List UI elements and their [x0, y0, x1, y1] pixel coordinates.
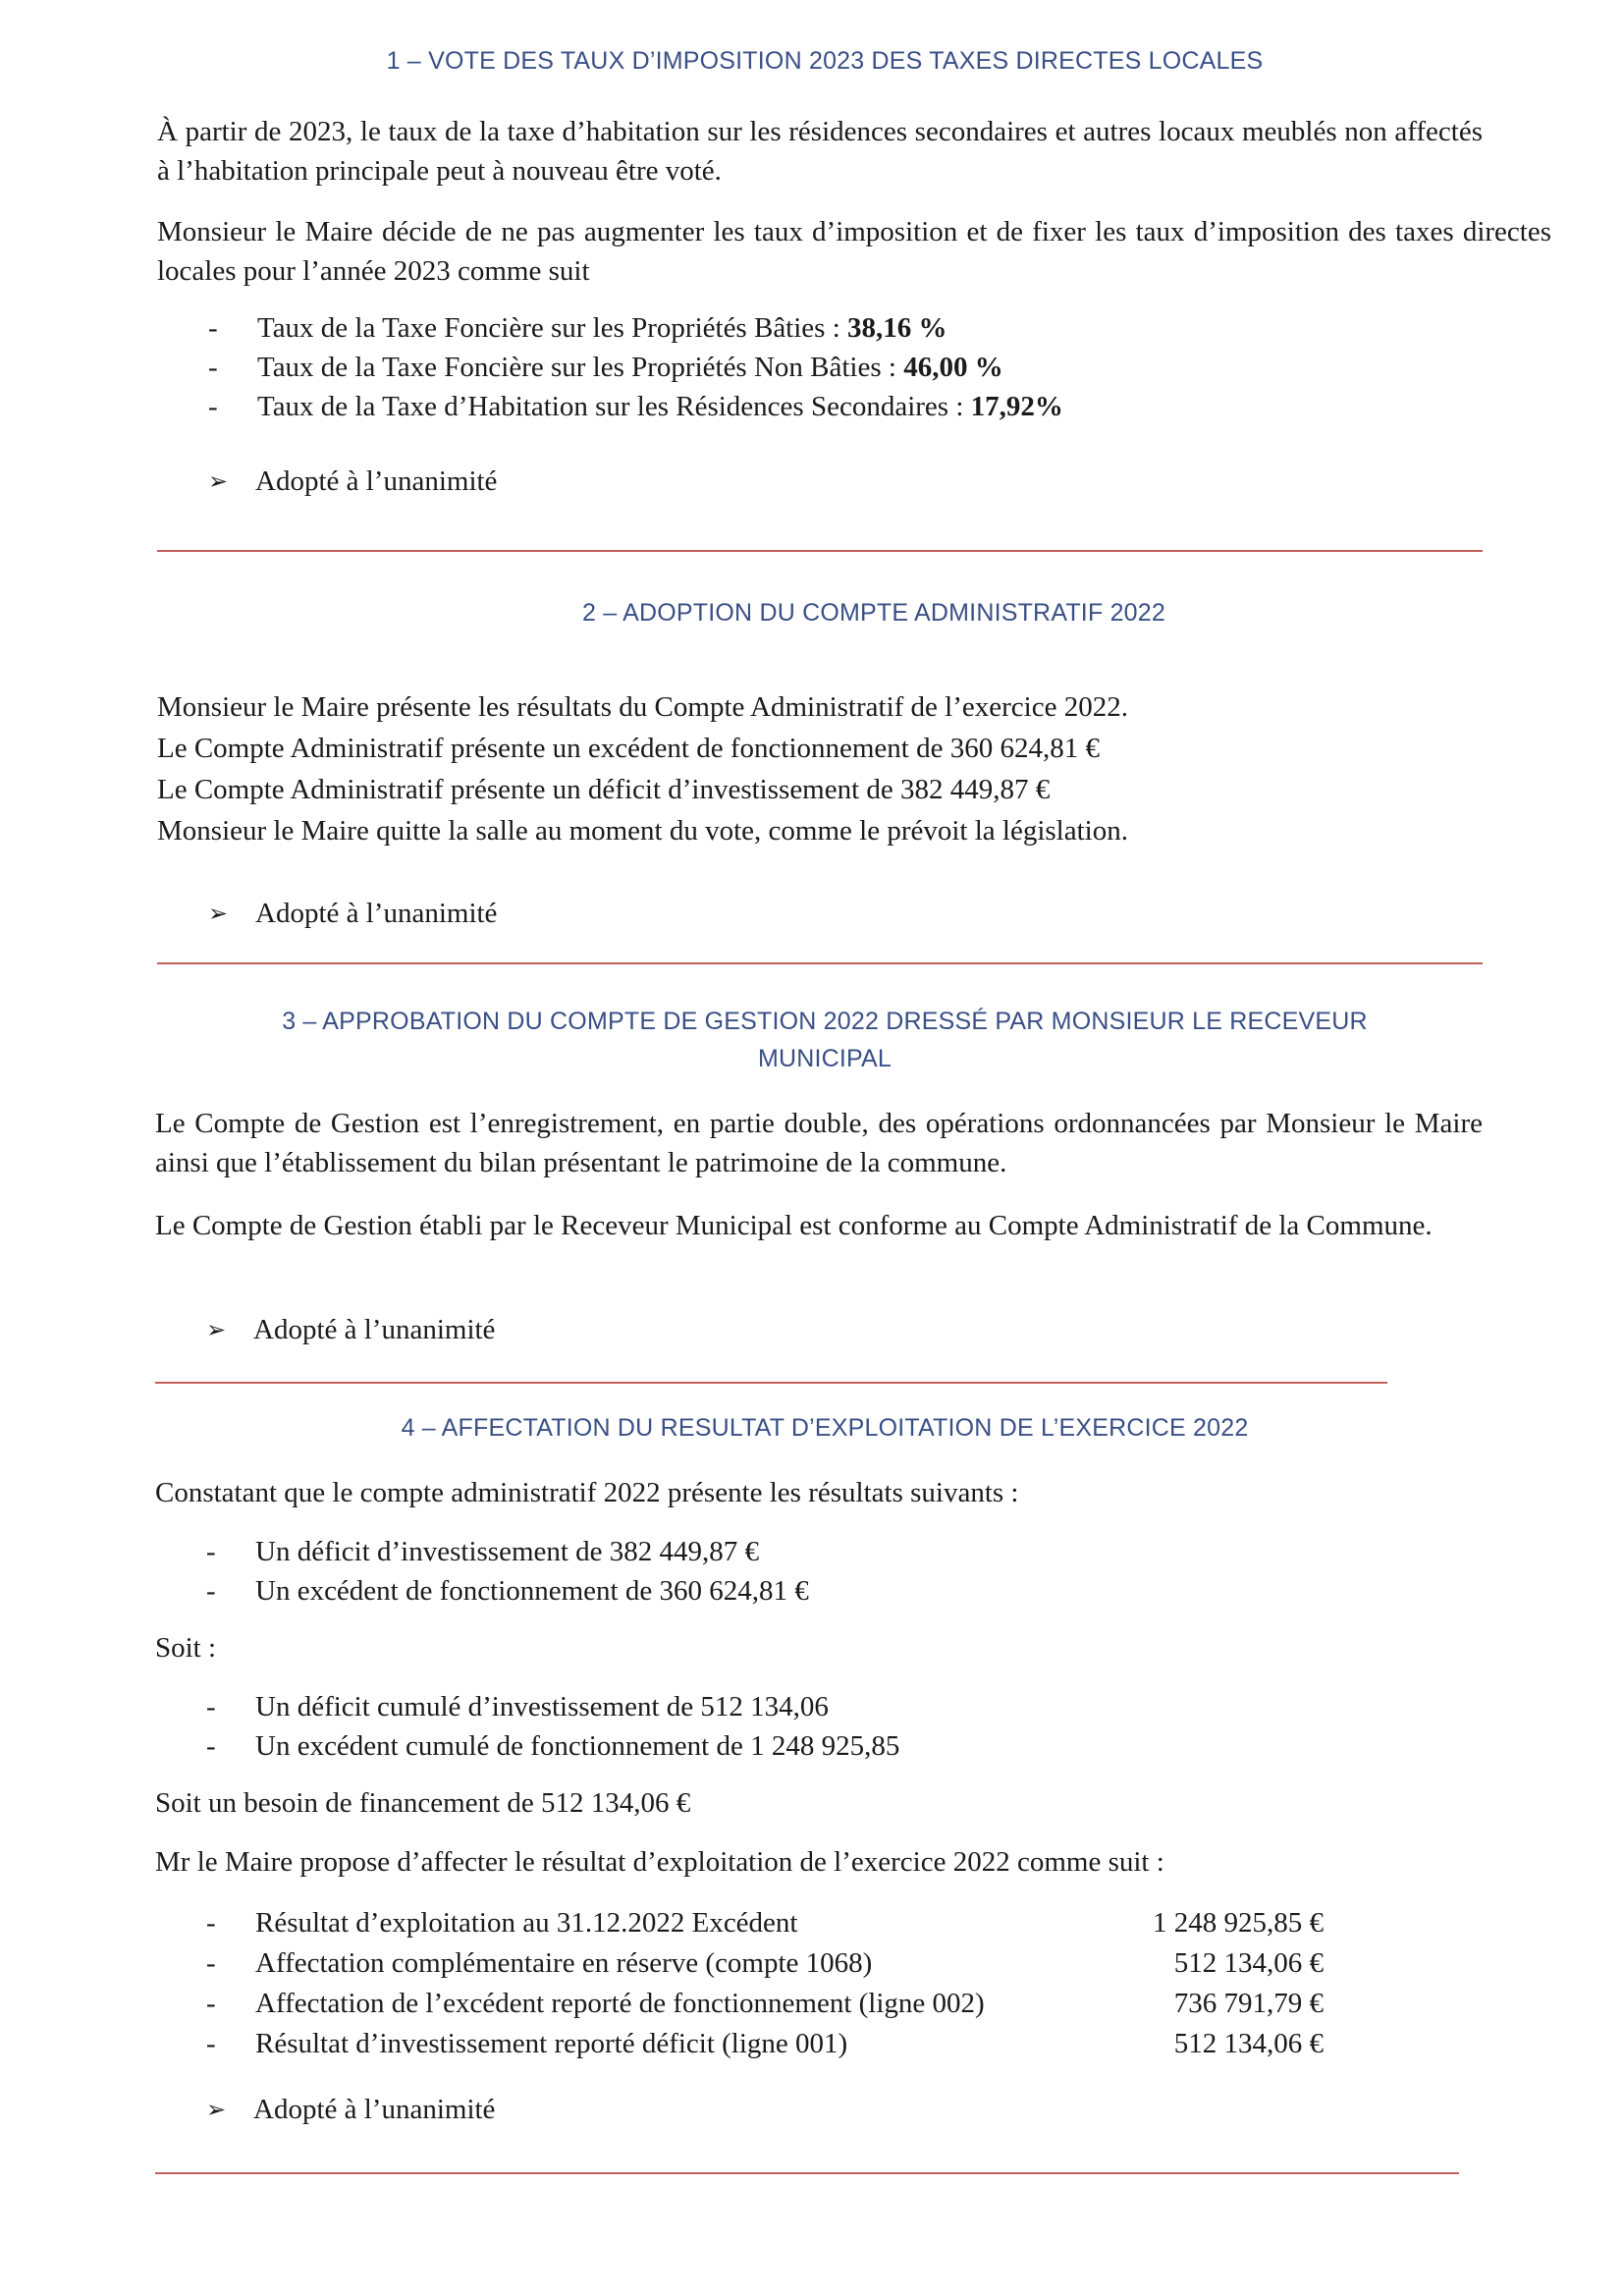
dash-bullet: - — [206, 1536, 216, 1567]
dash-bullet: - — [206, 1691, 216, 1722]
section-divider — [155, 1382, 1387, 1384]
dash-bullet: - — [208, 312, 218, 344]
tax-rate-label: Taux de la Taxe d’Habitation sur les Résidences Secondaires : — [257, 391, 964, 422]
section-3-paragraph-2: Le Compte de Gestion établi par le Receveur Municipal est conforme au Compte Administratif de la Commune. — [155, 1210, 1433, 1241]
tax-rate-value: 17,92% — [970, 391, 1063, 422]
financing-need: Soit un besoin de financement de 512 134,06 € — [155, 1787, 691, 1819]
section-divider — [155, 2172, 1459, 2174]
dash-bullet: - — [208, 391, 218, 422]
section-2-line: Le Compte Administratif présente un excédent de fonctionnement de 360 624,81 € — [157, 733, 1100, 764]
arrow-bullet-icon: ➢ — [206, 2096, 227, 2123]
section-divider — [157, 550, 1483, 552]
section-1-heading: 1 – VOTE DES TAUX D’IMPOSITION 2023 DES TAXES DIRECTES LOCALES — [386, 47, 1264, 75]
tax-rate-value: 38,16 % — [847, 312, 947, 344]
allocation-proposal: Mr le Maire propose d’affecter le résultat d’exploitation de l’exercice 2022 comme suit : — [155, 1846, 1164, 1878]
arrow-bullet-icon: ➢ — [208, 900, 229, 927]
section-1-paragraph-2: Monsieur le Maire décide de ne pas augmenter les taux d’imposition et de fixer les taux d’imposition des taxes directes locales pour l’année 2023 comme suit — [157, 216, 1551, 287]
section-3-heading-line-2: MUNICIPAL — [757, 1045, 893, 1072]
section-4-soit: Soit : — [155, 1632, 217, 1664]
tax-rate-label: Taux de la Taxe Foncière sur les Propriétés Non Bâties : — [257, 352, 896, 383]
arrow-bullet-icon: ➢ — [206, 1316, 227, 1343]
allocation-amount: 512 134,06 € — [1173, 2028, 1324, 2059]
section-4-heading: 4 – AFFECTATION DU RESULTAT D’EXPLOITATION DE L’EXERCICE 2022 — [401, 1414, 1249, 1442]
section-divider — [157, 962, 1483, 964]
allocation-label: Résultat d’exploitation au 31.12.2022 Excédent — [255, 1907, 798, 1939]
section-2-line: Le Compte Administratif présente un déficit d’investissement de 382 449,87 € — [157, 774, 1051, 805]
allocation-amount: 512 134,06 € — [1173, 1947, 1324, 1979]
allocation-label: Résultat d’investissement reporté déficit (ligne 001) — [255, 2028, 848, 2059]
allocation-amount: 736 791,79 € — [1173, 1988, 1324, 2019]
dash-bullet: - — [208, 352, 218, 383]
tax-rate-label: Taux de la Taxe Foncière sur les Propriétés Bâties : — [257, 312, 840, 344]
allocation-amount: 1 248 925,85 € — [1153, 1907, 1324, 1939]
allocation-label: Affectation de l’excédent reporté de fonctionnement (ligne 002) — [255, 1988, 985, 2019]
section-3-paragraph-1: Le Compte de Gestion est l’enregistrement, en partie double, des opérations ordonnancées par Monsieur le Maire ainsi que l’établissement du bilan présentant le patrimoine de la commune. — [155, 1108, 1483, 1178]
dash-bullet: - — [206, 1575, 216, 1607]
dash-bullet: - — [206, 1730, 216, 1762]
section-2-line: Monsieur le Maire présente les résultats du Compte Administratif de l’exercice 2022. — [157, 691, 1128, 723]
tax-rate-value: 46,00 % — [903, 352, 1003, 383]
section-4-intro: Constatant que le compte administratif 2022 présente les résultats suivants : — [155, 1477, 1019, 1508]
allocation-label: Affectation complémentaire en réserve (compte 1068) — [255, 1947, 873, 1979]
dash-bullet: - — [206, 1907, 216, 1939]
dash-bullet: - — [206, 1947, 216, 1979]
section-2-heading: 2 – ADOPTION DU COMPTE ADMINISTRATIF 2022 — [582, 599, 1165, 627]
document-page: 1 – VOTE DES TAUX D’IMPOSITION 2023 DES TAXES DIRECTES LOCALES À partir de 2023, le taux de la taxe d’habitation sur les résidences secondaires et autres locaux meublés non affectés à l’habitation principale peut à nouveau être voté. Monsieur le Maire décide de ne pas augmenter les taux d’imposition et de fixer les taux d’imposition des taxes directes locales pour l’année 2023 comme suit - Taux de la Taxe Foncière sur les Propriétés Bâties : 38,16 % - Taux de la Taxe Foncière sur les Propriétés Non Bâties : 46,00 % - Taux de la Taxe d’Habitation sur les Résidences Secondaires : 17,92% ➢ Adopté à l’unanimité 2 – ADOPTION DU COMPTE ADMINISTRATIF 2022 Monsieur le Maire présente les résultats du Compte Administratif de l’exercice 2022. Le Compte Administratif présente un excédent de fonctionnement de 360 624,81 € Le Compte Administratif présente un déficit d’investissement de 382 449,87 € Monsieur le Maire quitte la salle au moment du vote, comme le prévoit la législation. ➢ Adopté à l’unanimité 3 – APPROBATION DU COMPTE DE GESTION 2022 DRESSÉ PAR MONSIEUR LE RECEVEUR MUNICIPAL Le Compte de Gestion est l’enregistrement, en partie double, des opérations ordonnancées par Monsieur le Maire ainsi que l’établissement du bilan présentant le patrimoine de la commune. Le Compte de Gestion établi par le Receveur Municipal est conforme au Compte Administratif de la Commune. ➢ Adopté à l’unanimité 4 – AFFECTATION DU RESULTAT D’EXPLOITATION DE L’EXERCICE 2022 Constatant que le compte administratif 2022 présente les résultats suivants : - Un déficit d’investissement de 382 449,87 € - Un excédent de fonctionnement de 360 624,81 € Soit : - Un déficit cumulé d’investissement de 512 134,06 - Un excédent cumulé de fonctionnement de 1 248 925,85 Soit un besoin de financement de 512 134,06 € Mr le Maire propose d’affecter le résultat d’exploitation de l’exercice 2022 comme suit : - Résultat d’exploitation au 31.12.2022 Excédent 1 248 925,85 € - Affectation complémentaire en réserve (compte 1068) 512 134,06 € - Affectation de l’excédent reporté de fonctionnement (ligne 002) 736 791,79 € - Résultat d’investissement reporté déficit (ligne 001) 512 134,06 € ➢ Adopté à l’unanimité — [0, 0, 1623, 2296]
dash-bullet: - — [206, 1988, 216, 2019]
dash-bullet: - — [206, 2028, 216, 2059]
section-1-paragraph-1: À partir de 2023, le taux de la taxe d’habitation sur les résidences secondaires et autres locaux meublés non affectés à l’habitation principale peut à nouveau être voté. — [157, 116, 1483, 187]
section-3-heading: 3 – APPROBATION DU COMPTE DE GESTION 2022 DRESSÉ PAR MONSIEUR LE RECEVEUR — [282, 1008, 1368, 1035]
arrow-bullet-icon: ➢ — [208, 467, 229, 495]
section-2-line: Monsieur le Maire quitte la salle au moment du vote, comme le prévoit la législation. — [157, 815, 1128, 847]
